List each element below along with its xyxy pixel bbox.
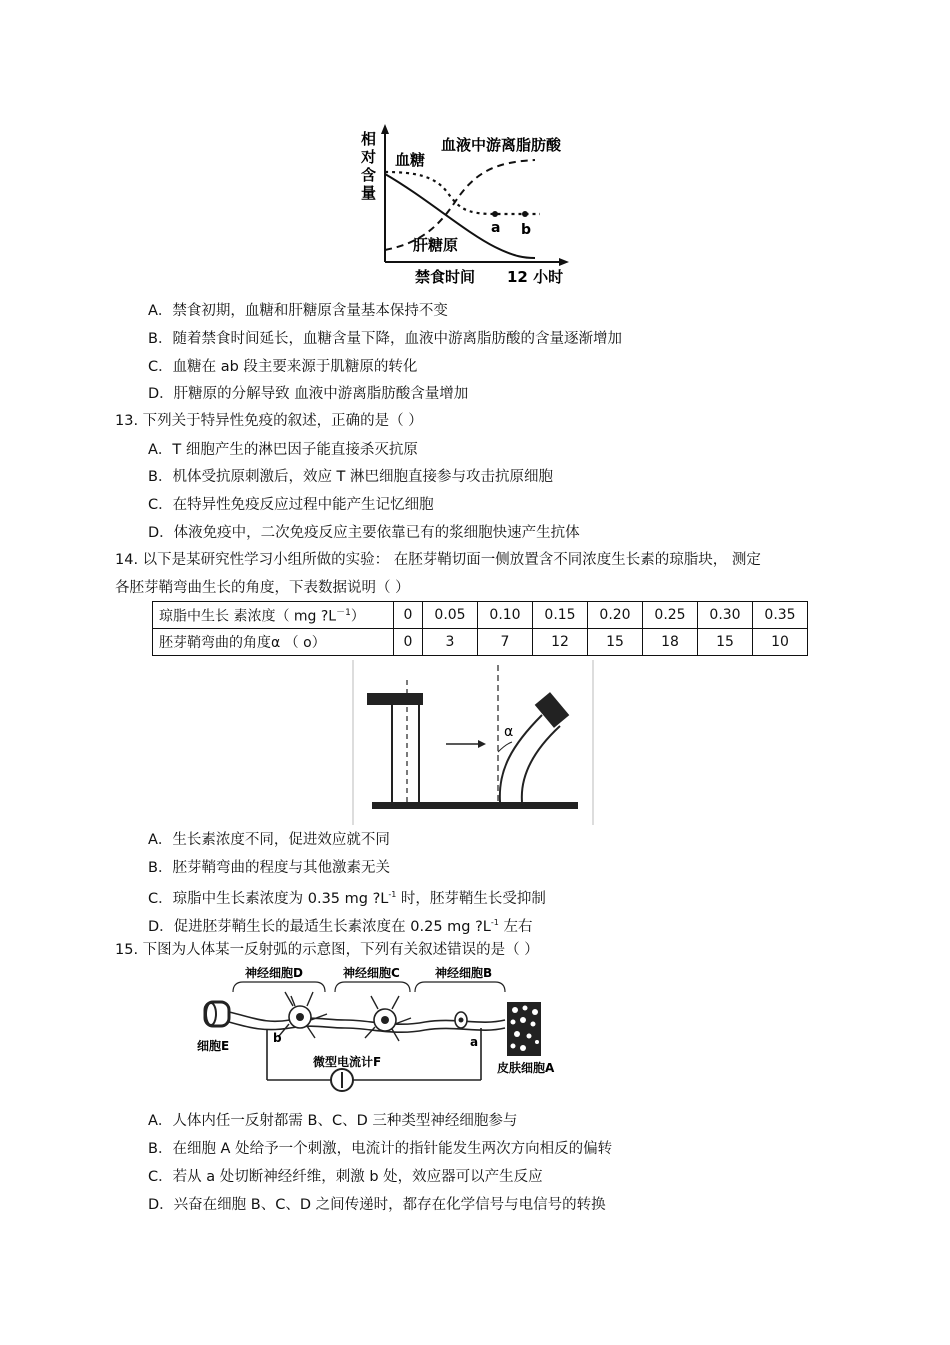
ground-base: [372, 802, 578, 809]
neuron-body-d: [279, 992, 327, 1038]
q14-option-a: A．生长素浓度不同，促进效应就不同: [148, 832, 390, 848]
y-axis-arrow: [381, 124, 389, 134]
agar-block-right: [535, 692, 570, 728]
auxin-data-table: [152, 601, 808, 656]
table-cell: 0.15: [533, 602, 588, 629]
effector-cell-inner: [206, 1003, 216, 1025]
label-point-a: a: [470, 1035, 479, 1049]
x-axis-label: 禁食时间: [415, 268, 476, 286]
table-row: [153, 602, 808, 629]
angle-arc: [498, 742, 512, 752]
label-meter: 微型电流计F: [313, 1055, 382, 1069]
table-cell: 18: [643, 629, 698, 656]
bracket-b: [415, 982, 505, 992]
ylabel-4: 量: [361, 184, 377, 202]
point-a-marker: [492, 211, 498, 217]
x-axis-end-label: 12 小时: [507, 268, 564, 286]
q12-option-d: D．肝糖原的分解导致 血液中游离脂肪酸含量增加: [148, 386, 469, 402]
label-blood-sugar: 血糖: [395, 151, 426, 169]
q15-option-b: B．在细胞 A 处给予一个刺激，电流计的指针能发生两次方向相反的偏转: [148, 1141, 613, 1157]
label-point-b: b: [273, 1031, 282, 1045]
bracket-c: [335, 982, 410, 992]
q12-option-c: C．血糖在 ab 段主要来源于肌糖原的转化: [148, 359, 418, 375]
ylabel-1: 相: [361, 130, 377, 148]
row-header-sup: －1: [336, 607, 351, 618]
fasting-graph: [355, 122, 595, 290]
table-cell: 15: [698, 629, 753, 656]
bent-coleoptile-right-edge: [522, 726, 560, 802]
q14-stem-line2: 各胚芽鞘弯曲生长的角度，下表数据说明（ ）: [115, 580, 410, 596]
point-b-marker: [522, 211, 528, 217]
table-cell: 0.05: [423, 602, 478, 629]
q13-option-c: C．在特异性免疫反应过程中能产生记忆细胞: [148, 497, 434, 513]
q14-option-d-sup: -1: [490, 918, 499, 927]
q13-option-d: D．体液免疫中，二次免疫反应主要依靠已有的浆细胞快速产生抗体: [148, 525, 580, 541]
table-cell: 0.10: [478, 602, 533, 629]
row-header-close: ）: [350, 608, 365, 625]
table-cell: 0: [394, 602, 423, 629]
q14-stem-line1: 14. 以下是某研究性学习小组所做的实验： 在胚芽鞘切面一侧放置含不同浓度生长素的琼脂块， 测定: [115, 552, 761, 568]
q14-option-d-text: D．促进胚芽鞘生长的最适生长素浓度在 0.25 mg ?L: [148, 918, 491, 935]
table-cell: 0.20: [588, 602, 643, 629]
table-cell: 10: [753, 629, 808, 656]
label-cell-a: 皮肤细胞A: [497, 1061, 555, 1075]
label-glycogen: 肝糖原: [413, 236, 459, 254]
q14-option-d-tail: 左右: [498, 918, 533, 935]
row-header-concentration: [153, 602, 394, 629]
arrow-icon: [478, 740, 486, 748]
ylabel-2: 对: [361, 148, 377, 166]
label-neuron-b: 神经细胞B: [435, 966, 493, 980]
q14-option-c-sup: -1: [388, 890, 397, 899]
x-axis-arrow: [559, 258, 569, 266]
q13-option-b: B．机体受抗原刺激后，效应 T 淋巴细胞直接参与攻击抗原细胞: [148, 469, 554, 485]
q13-stem: 13. 下列关于特异性免疫的叙述，正确的是（ ）: [115, 413, 423, 429]
table-cell: 7: [478, 629, 533, 656]
coleoptile-figure: [352, 660, 594, 825]
table-cell: 0.35: [753, 602, 808, 629]
table-row: [153, 629, 808, 656]
table-cell: 12: [533, 629, 588, 656]
label-b: b: [521, 222, 532, 238]
neuron-body-c: [365, 996, 411, 1041]
neuron-body-b: [455, 1012, 467, 1028]
label-fatty-acid: 血液中游离脂肪酸: [441, 136, 562, 154]
reflex-arc-figure: [195, 962, 565, 1097]
q15-option-d: D．兴奋在细胞 B、C、D 之间传递时，都存在化学信号与电信号的转换: [148, 1197, 606, 1213]
table-cell: 0: [394, 629, 423, 656]
q14-option-c: [148, 885, 546, 909]
q14-option-b: B．胚芽鞘弯曲的程度与其他激素无关: [148, 860, 390, 876]
q13-option-a: A．T 细胞产生的淋巴因子能直接杀灭抗原: [148, 442, 418, 458]
bracket-d: [233, 982, 325, 992]
label-neuron-d: 神经细胞D: [245, 966, 303, 980]
glycogen-curve: [385, 174, 535, 258]
table-cell: 15: [588, 629, 643, 656]
q15-stem: 15. 下图为人体某一反射弧的示意图，下列有关叙述错误的是（ ）: [115, 942, 539, 958]
q15-option-c: C．若从 a 处切断神经纤维，刺激 b 处，效应器可以产生反应: [148, 1169, 543, 1185]
label-cell-e: 细胞E: [197, 1039, 230, 1053]
row-header-text: 琼脂中生长 素浓度（ mg ?L: [159, 608, 337, 625]
table-cell: 3: [423, 629, 478, 656]
q14-option-c-text: C．琼脂中生长素浓度为 0.35 mg ?L: [148, 890, 389, 907]
label-a: a: [491, 220, 501, 236]
table-cell: 0.25: [643, 602, 698, 629]
row-header-angle: 胚芽鞘弯曲的角度α （ o）: [153, 629, 394, 656]
q12-option-b: B．随着禁食时间延长，血糖含量下降，血液中游离脂肪酸的含量逐渐增加: [148, 331, 622, 347]
ylabel-3: 含: [361, 166, 377, 184]
alpha-label: α: [504, 724, 514, 740]
q15-option-a: A．人体内任一反射都需 B、C、D 三种类型神经细胞参与: [148, 1113, 518, 1129]
agar-block-left: [367, 693, 423, 705]
q14-option-d: [148, 913, 532, 937]
label-neuron-c: 神经细胞C: [343, 966, 400, 980]
q12-option-a: A．禁食初期，血糖和肝糖原含量基本保持不变: [148, 303, 448, 319]
table-cell: 0.30: [698, 602, 753, 629]
q14-option-c-tail: 时，胚芽鞘生长受抑制: [396, 890, 546, 907]
